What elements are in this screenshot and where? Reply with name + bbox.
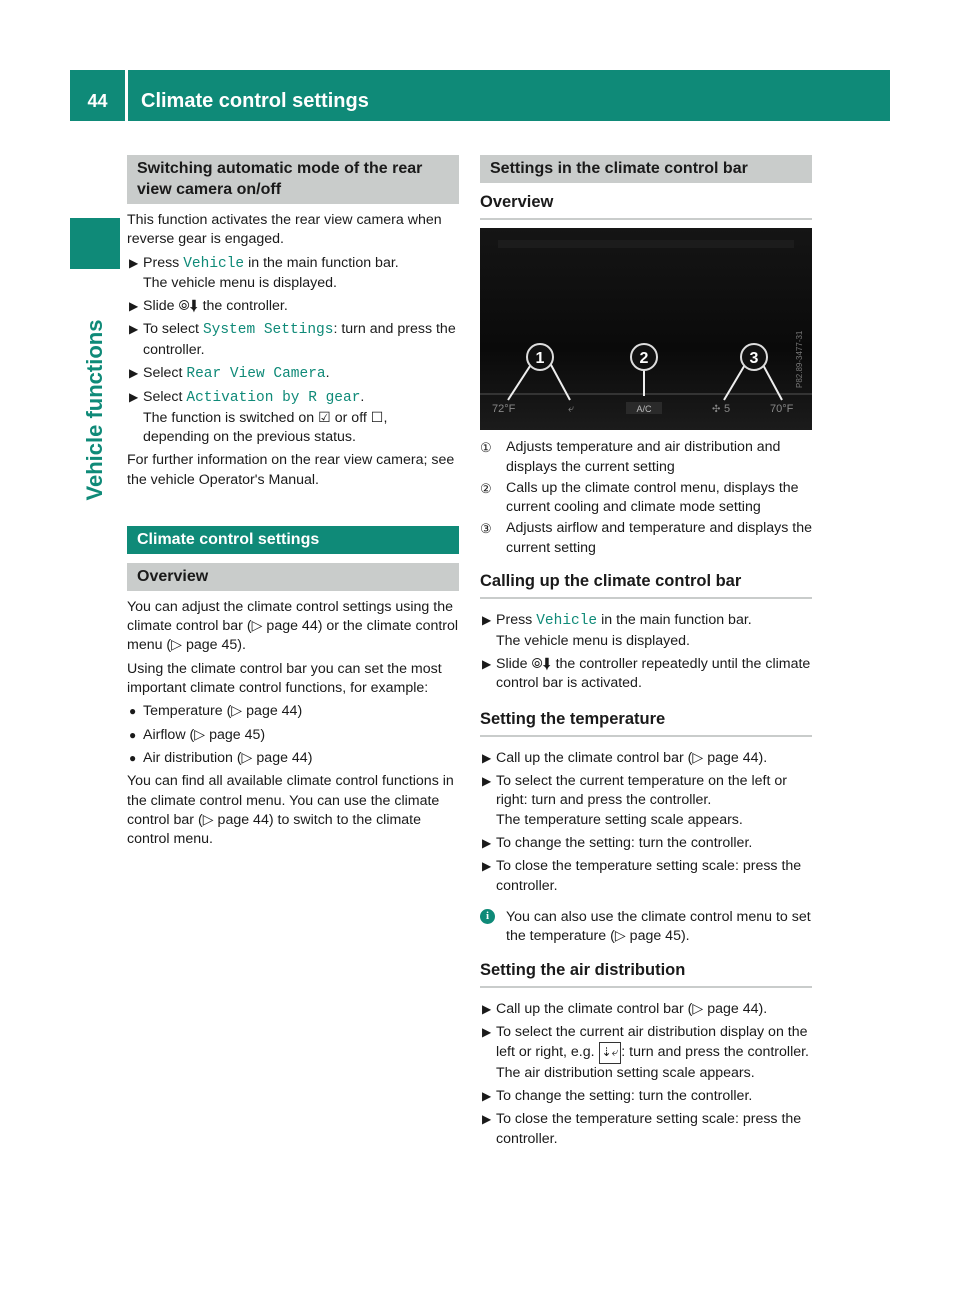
page-number: 44 <box>87 91 108 111</box>
instruction-step: ▶ Select Rear View Camera. <box>129 365 330 383</box>
legend-number: ③ <box>480 521 492 537</box>
callout-1 <box>527 344 553 370</box>
climate-bar-screen-image <box>480 228 812 430</box>
chapter-title: Climate control settings <box>141 90 369 112</box>
menu-item-rear-view-camera: Rear View Camera <box>186 366 326 383</box>
list-item: ● Air distribution (▷ page 44) <box>127 749 459 768</box>
header-divider <box>125 70 128 121</box>
arrow-marker-icon: ▶ <box>482 1112 492 1127</box>
fan-level: 5 <box>724 403 731 416</box>
menu-item-system-settings: System Settings <box>202 322 334 339</box>
climate-bar-illustration <box>480 228 812 430</box>
subheading-calling-up: Calling up the climate control bar <box>480 572 812 599</box>
info-icon: i <box>480 909 495 924</box>
side-tab-marker <box>70 218 120 269</box>
controller-slide-icon: ⦾⬇ <box>178 298 199 315</box>
svg-text:1: 1 <box>535 350 545 368</box>
legend-item: ③ Adjusts airflow and temperature and displays the current setting <box>480 520 812 556</box>
legend-number: ② <box>480 480 492 496</box>
arrow-marker-icon: ▶ <box>129 255 139 270</box>
right-temperature: 70°F <box>770 403 794 416</box>
checkbox-empty-icon: ☐ <box>370 409 384 426</box>
menu-item-vehicle: Vehicle <box>536 613 598 630</box>
arrow-marker-icon: ▶ <box>482 1001 492 1016</box>
arrow-marker-icon: ▶ <box>129 299 139 314</box>
air-distribution-icon: ⇣⤶ <box>599 1042 622 1063</box>
subheading-overview: Overview <box>480 193 812 220</box>
result-text: The vehicle menu is displayed. <box>143 274 337 291</box>
section-heading-climate: Climate control settings <box>127 526 459 554</box>
figure-reference-code: P82.89-3477-31 <box>795 330 804 389</box>
menu-item-activation: Activation by R gear <box>186 390 361 407</box>
right-column <box>480 155 812 1153</box>
bullet-icon: ● <box>129 727 137 742</box>
paragraph: For further information on the rear view camera; see the vehicle Operator's Manual. <box>127 452 455 488</box>
instruction-step: ▶ Press Vehicle in the main function bar. The vehicle menu is displayed. <box>129 254 399 291</box>
bullet-icon: ● <box>129 704 137 719</box>
arrow-marker-icon: ▶ <box>482 836 492 851</box>
paragraph: You can find all available climate control functions in the climate control menu. You can use the climate control bar (▷ page 44) to switch to the climate control menu. <box>127 773 454 848</box>
section-heading-overview: Overview <box>127 563 459 591</box>
air-distribution-left-icon: ⤶ <box>568 403 575 416</box>
legend-item: ② Calls up the climate control menu, displays the current cooling and climate mode setting <box>480 479 799 516</box>
instruction-step: ▶ Call up the climate control bar (▷ page 44). <box>480 1000 812 1019</box>
paragraph: You can adjust the climate control settings using the climate control bar (▷ page 44) or the climate control menu (▷ page 45). <box>127 598 459 654</box>
arrow-marker-icon: ▶ <box>482 1025 492 1040</box>
side-tab-label: Vehicle functions <box>82 319 107 501</box>
arrow-marker-icon: ▶ <box>129 366 139 381</box>
arrow-marker-icon: ▶ <box>129 322 139 337</box>
arrow-marker-icon: ▶ <box>482 859 492 874</box>
svg-text:2: 2 <box>639 350 649 368</box>
list-item: ● Temperature (▷ page 44) <box>127 702 459 721</box>
result-text: The temperature setting scale appears. <box>496 811 743 828</box>
menu-item-vehicle: Vehicle <box>183 255 245 272</box>
list-item: ● Airflow (▷ page 45) <box>127 726 459 745</box>
climate-mode-label: A/C <box>636 404 652 415</box>
legend-item: ① Adjusts temperature and air distribution and displays the current setting <box>480 439 781 475</box>
instruction-step: ▶ To close the temperature setting scale: press the controller. <box>482 1111 802 1147</box>
instruction-step: ▶ To select the current temperature on the left or right: turn and press the controller. The temperature setting scale appears. <box>482 773 787 828</box>
paragraph: Using the climate control bar you can set the most important climate control functions, for example: <box>127 660 442 697</box>
instruction-step: ▶ Call up the climate control bar (▷ page 44). <box>480 749 812 768</box>
legend-number: ① <box>480 440 492 456</box>
instruction-step: ▶ Slide ⦾⬇ the controller repeatedly until the climate control bar is activated. <box>482 655 811 692</box>
arrow-marker-icon: ▶ <box>482 1089 492 1104</box>
section-heading-rear-camera: Switching automatic mode of the rear view camera on/off <box>127 155 459 204</box>
fan-icon: ✣ <box>712 404 721 416</box>
instruction-step: ▶ Press Vehicle in the main function bar. The vehicle menu is displayed. <box>482 612 752 649</box>
checkbox-checked-icon: ☑ <box>318 409 331 426</box>
arrow-marker-icon: ▶ <box>482 656 492 671</box>
svg-text:3: 3 <box>749 350 759 368</box>
arrow-marker-icon: ▶ <box>482 613 492 628</box>
instruction-step: ▶ To close the temperature setting scale: press the controller. <box>482 858 802 894</box>
arrow-marker-icon: ▶ <box>482 750 492 765</box>
bullet-icon: ● <box>129 750 137 765</box>
instruction-step: ▶ To change the setting: turn the controller. <box>480 834 812 853</box>
instruction-step: ▶ To select the current air distribution display on the left or right, e.g. ⇣⤶ : turn and press the controller. The air distribution setting scale appears. <box>482 1024 809 1081</box>
result-text: The vehicle menu is displayed. <box>496 632 690 649</box>
page-header <box>70 70 890 121</box>
paragraph: This function activates the rear view camera when reverse gear is engaged. <box>127 212 442 248</box>
arrow-marker-icon: ▶ <box>129 390 139 405</box>
result-text: The air distribution setting scale appears. <box>496 1064 755 1081</box>
left-column <box>127 155 459 853</box>
instruction-step: ▶ Select Activation by R gear. The function is switched on ☑ or off ☐, depending on the previous status. <box>129 389 388 445</box>
subheading-air-distribution: Setting the air distribution <box>480 961 812 988</box>
instruction-step: ▶ To change the setting: turn the controller. <box>480 1087 812 1106</box>
instruction-step: ▶ To select System Settings: turn and press the controller. <box>129 321 456 358</box>
instruction-step: ▶ Slide ⦾⬇ the controller. <box>127 297 459 316</box>
callout-2 <box>631 344 657 370</box>
controller-slide-icon: ⦾⬇ <box>531 655 552 672</box>
info-note: i You can also use the climate control menu to set the temperature (▷ page 45). <box>480 908 812 947</box>
left-temperature: 72°F <box>492 403 516 416</box>
callout-3 <box>741 344 767 370</box>
arrow-marker-icon: ▶ <box>482 774 492 789</box>
subheading-temperature: Setting the temperature <box>480 710 812 737</box>
section-heading-climate-bar: Settings in the climate control bar <box>480 155 812 183</box>
